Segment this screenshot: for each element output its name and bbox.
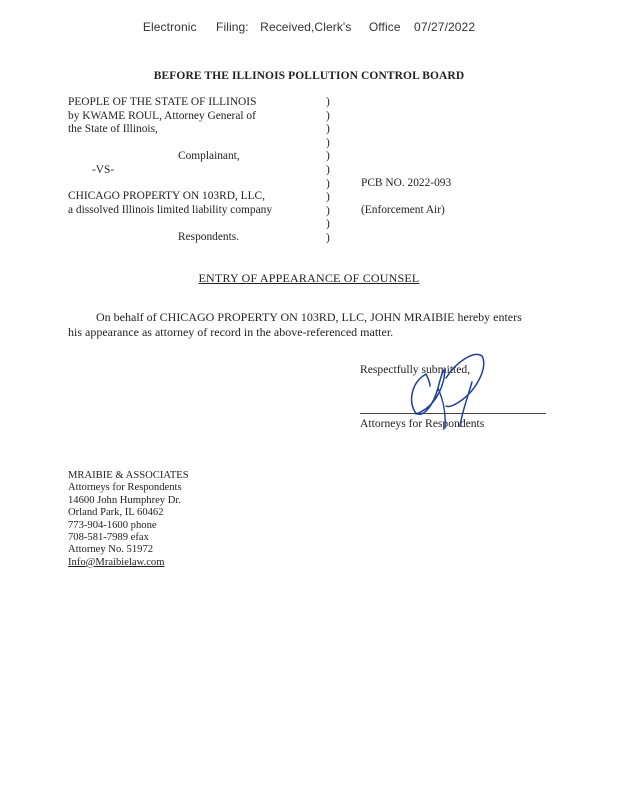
section-title: ENTRY OF APPEARANCE OF COUNSEL bbox=[198, 271, 420, 285]
firm-phone: 773-904-1600 phone bbox=[68, 519, 157, 531]
firm-attorney-number: Attorney No. 51972 bbox=[68, 544, 154, 556]
firm-role: Attorneys for Respondents bbox=[68, 482, 182, 494]
paren: ) bbox=[326, 231, 330, 244]
paren: ) bbox=[326, 204, 330, 217]
filing-label-office: Office bbox=[368, 20, 401, 34]
signature-title: Attorneys for Respondents bbox=[360, 417, 485, 430]
complainant-line: the State of Illinois, bbox=[68, 123, 158, 136]
versus-label: -VS- bbox=[92, 164, 115, 176]
firm-name: MRAIBIE & ASSOCIATES bbox=[68, 470, 189, 481]
body-paragraph bbox=[68, 310, 538, 340]
filing-stamp bbox=[0, 20, 618, 34]
firm-block bbox=[68, 470, 189, 569]
caption-parentheses bbox=[326, 96, 330, 246]
signature-closing: Respectfully submitted, bbox=[360, 363, 471, 376]
firm-email-link[interactable]: Info@Mraibielaw.com bbox=[68, 556, 165, 568]
paren: ) bbox=[326, 150, 330, 163]
filing-date: 07/27/2022 bbox=[414, 20, 476, 34]
complainant-line: PEOPLE OF THE STATE OF ILLINOIS bbox=[68, 96, 257, 108]
firm-street: 14600 John Humphrey Dr. bbox=[68, 494, 181, 506]
paren: ) bbox=[326, 109, 330, 122]
paren: ) bbox=[326, 191, 330, 204]
complainant-line: by KWAME ROUL, Attorney General of bbox=[68, 109, 256, 122]
respondent-block bbox=[68, 190, 272, 217]
paren: ) bbox=[326, 163, 330, 176]
case-number: PCB NO. 2022-093 bbox=[361, 177, 452, 189]
respondent-line: CHICAGO PROPERTY ON 103RD, LLC, bbox=[68, 190, 265, 202]
respondent-label: Respondents. bbox=[178, 231, 240, 243]
board-title: BEFORE THE ILLINOIS POLLUTION CONTROL BOARD bbox=[153, 70, 465, 82]
firm-city: Orland Park, IL 60462 bbox=[68, 507, 164, 519]
firm-fax: 708-581-7989 efax bbox=[68, 532, 149, 544]
case-type: (Enforcement Air) bbox=[361, 204, 445, 216]
paren: ) bbox=[326, 123, 330, 136]
body-text: On behalf of CHICAGO PROPERTY ON 103RD, LLC, JOHN MRAIBIE hereby enters his appearance as attorney of record in the above-referenced matter. bbox=[68, 310, 522, 339]
filing-label-electronic: Electronic bbox=[142, 20, 197, 34]
handwritten-signature bbox=[398, 348, 488, 432]
paren: ) bbox=[326, 177, 330, 190]
paren: ) bbox=[326, 136, 330, 149]
paren: ) bbox=[326, 218, 330, 231]
paren: ) bbox=[326, 96, 330, 108]
filing-label-filing: Filing: bbox=[216, 20, 249, 34]
complainant-label: Complainant, bbox=[178, 150, 240, 162]
respondent-line: a dissolved Illinois limited liability company bbox=[68, 203, 273, 216]
filing-label-received: Received,Clerk's bbox=[260, 20, 352, 34]
complainant-block bbox=[68, 96, 256, 137]
